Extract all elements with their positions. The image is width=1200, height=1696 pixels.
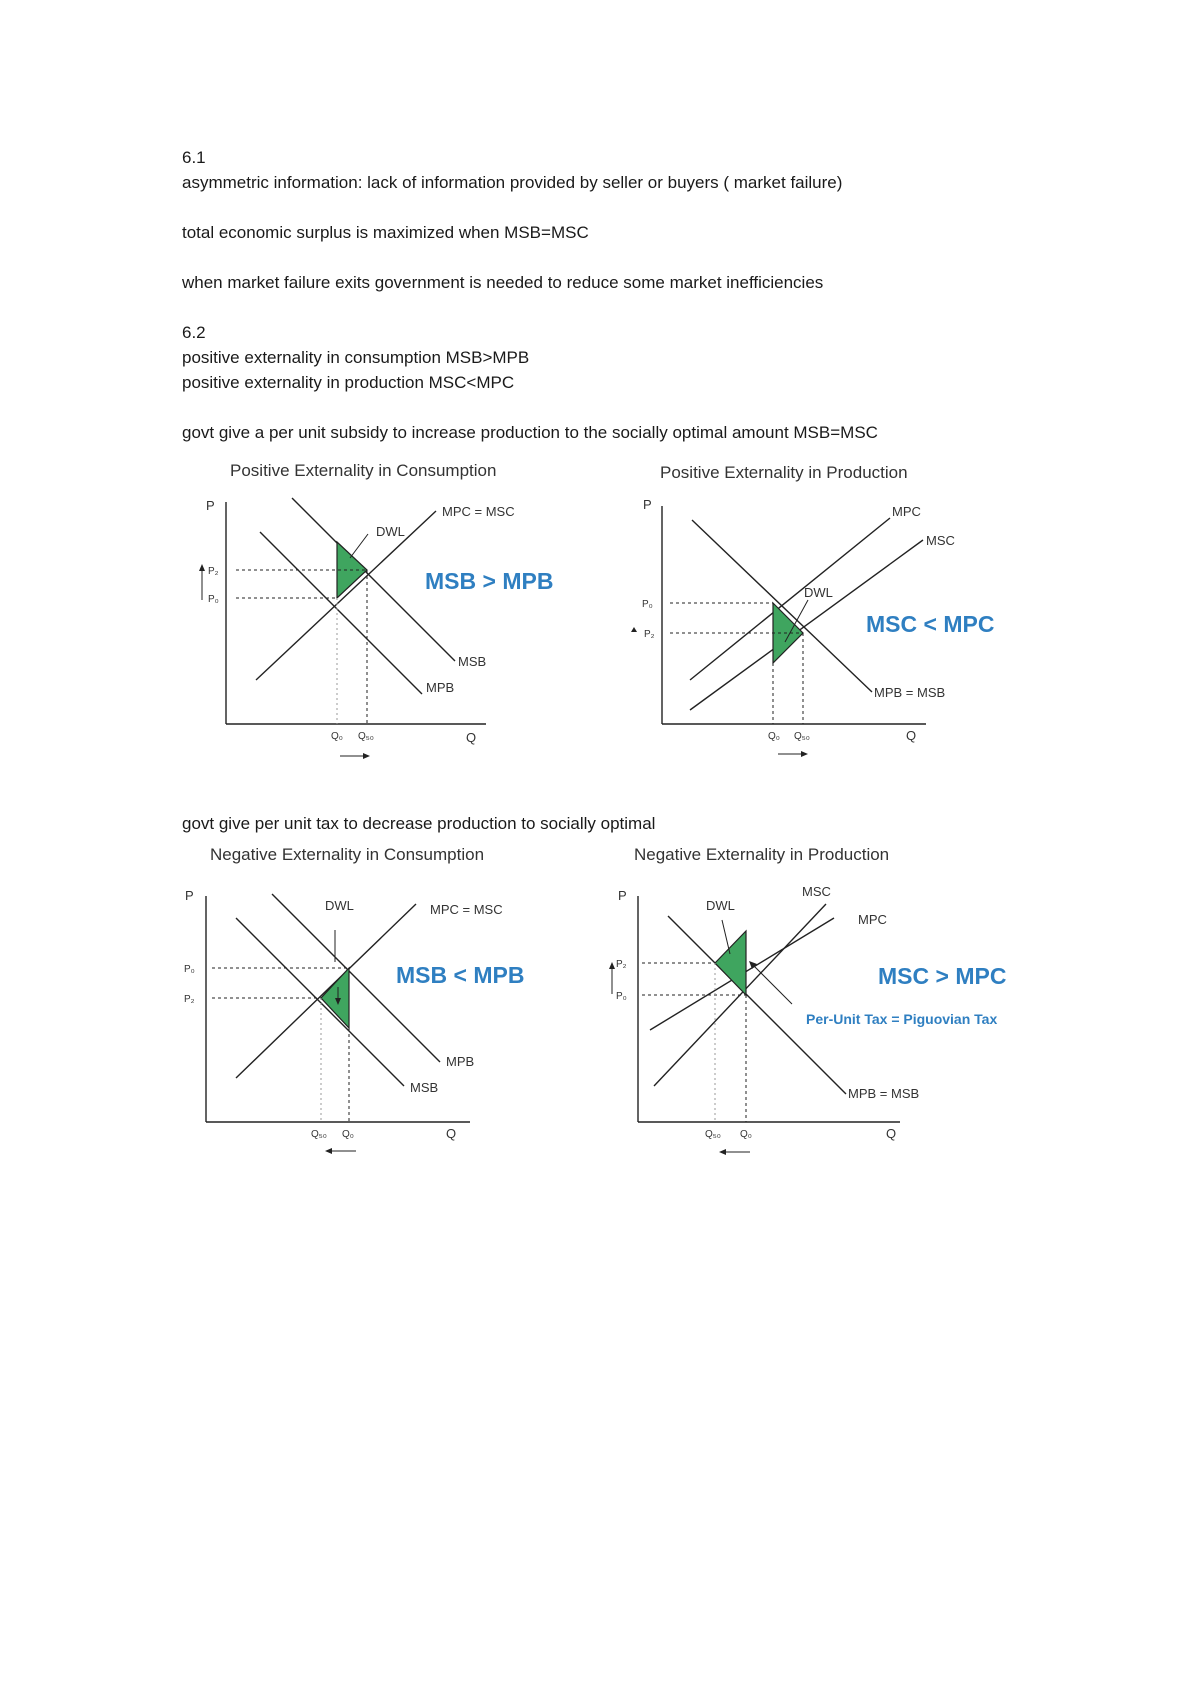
figure-positive-externality-production	[628, 460, 1018, 760]
figure-negative-externality-production	[606, 842, 1026, 1152]
msc-label: MSC	[802, 884, 831, 899]
p0-label: P₀	[642, 599, 653, 610]
msb-label: MSB	[410, 1080, 439, 1095]
mpb-label: MPB	[446, 1054, 475, 1069]
comparison-label: MSC < MPC	[866, 611, 995, 637]
mpb-msb-curve	[668, 916, 846, 1094]
p-axis-label: P	[643, 497, 652, 512]
quantity-left-arrowhead	[719, 1149, 726, 1155]
p2-label: P₂	[644, 629, 655, 640]
comparison-label: MSB < MPB	[396, 962, 525, 988]
p-axis-label: P	[618, 888, 627, 903]
asymmetric-information-line: asymmetric information: lack of information provided by seller or buyers ( market failure)	[182, 173, 843, 192]
mpc-msc-label: MPC = MSC	[430, 902, 503, 917]
tax-pointer	[753, 965, 792, 1004]
total-surplus-line: total economic surplus is maximized when MSB=MSC	[182, 223, 589, 242]
q-axis-label: Q	[466, 730, 477, 745]
p0-label: P₀	[616, 991, 627, 1002]
price-up-arrowhead	[199, 564, 205, 571]
dwl-label: DWL	[325, 898, 354, 913]
dwl-label: DWL	[804, 585, 833, 600]
p0-label: P₀	[208, 594, 219, 605]
section-6-1-heading: 6.1	[182, 148, 206, 167]
p2-label: P₂	[616, 959, 627, 970]
msb-curve	[236, 918, 404, 1086]
dwl-label: DWL	[376, 524, 405, 539]
subsidy-line: govt give a per unit subsidy to increase production to the socially optimal amount MSB=MSC	[182, 423, 878, 442]
dwl-label: DWL	[706, 898, 735, 913]
p2-label: P₂	[184, 994, 195, 1005]
dwl-pointer	[350, 534, 368, 558]
msb-label: MSB	[458, 654, 487, 669]
q0-label: Q₀	[740, 1129, 752, 1140]
q0-label: Q₀	[342, 1129, 354, 1140]
p-axis-label: P	[185, 888, 194, 903]
section-6-2-heading: 6.2	[182, 323, 206, 342]
q0-label: Q₀	[331, 731, 343, 742]
mpb-msb-curve	[692, 520, 872, 692]
mpc-msc-curve	[236, 904, 416, 1078]
figure-negative-externality-consumption	[170, 842, 560, 1152]
comparison-label: MSC > MPC	[878, 963, 1007, 989]
market-failure-line: when market failure exits government is needed to reduce some market inefficiencies	[182, 273, 824, 292]
positive-consumption-line: positive externality in consumption MSB>MPB	[182, 348, 530, 367]
mpc-label: MPC	[892, 504, 921, 519]
q-axis-label: Q	[446, 1126, 457, 1141]
mpc-curve	[690, 518, 890, 680]
qso-label: Q₅₀	[705, 1129, 721, 1140]
qso-label: Q₅₀	[794, 731, 810, 742]
tax-line: govt give per unit tax to decrease production to socially optimal	[182, 814, 656, 833]
figure-title: Negative Externality in Production	[634, 845, 890, 864]
mpc-label: MPC	[858, 912, 887, 927]
mpc-msc-curve	[256, 511, 436, 680]
dwl-triangle	[715, 931, 746, 995]
figure-title: Positive Externality in Consumption	[230, 461, 497, 480]
p-axis-label: P	[206, 498, 215, 513]
mpc-msc-label: MPC = MSC	[442, 504, 515, 519]
mpb-msb-label: MPB = MSB	[874, 685, 946, 700]
quantity-left-arrowhead	[325, 1148, 332, 1154]
q-axis-label: Q	[886, 1126, 897, 1141]
qso-label: Q₅₀	[311, 1129, 327, 1140]
mpb-label: MPB	[426, 680, 455, 695]
p2-label: P₂	[208, 566, 219, 577]
msc-label: MSC	[926, 533, 955, 548]
quantity-right-arrowhead	[801, 751, 808, 757]
tax-label: Per-Unit Tax = Piguovian Tax	[806, 1011, 998, 1027]
figure-title: Positive Externality in Production	[660, 463, 908, 482]
figure-positive-externality-consumption	[190, 458, 580, 758]
mpb-msb-label: MPB = MSB	[848, 1086, 920, 1101]
price-down-marker	[631, 627, 637, 632]
positive-production-line: positive externality in production MSC<MPC	[182, 373, 515, 392]
q0-label: Q₀	[768, 731, 780, 742]
qso-label: Q₅₀	[358, 731, 374, 742]
price-up-arrowhead	[609, 962, 615, 969]
figure-title: Negative Externality in Consumption	[210, 845, 485, 864]
dwl-pointer	[722, 920, 730, 954]
p0-label: P₀	[184, 964, 195, 975]
quantity-right-arrowhead	[363, 753, 370, 759]
comparison-label: MSB > MPB	[425, 568, 554, 594]
q-axis-label: Q	[906, 728, 917, 743]
